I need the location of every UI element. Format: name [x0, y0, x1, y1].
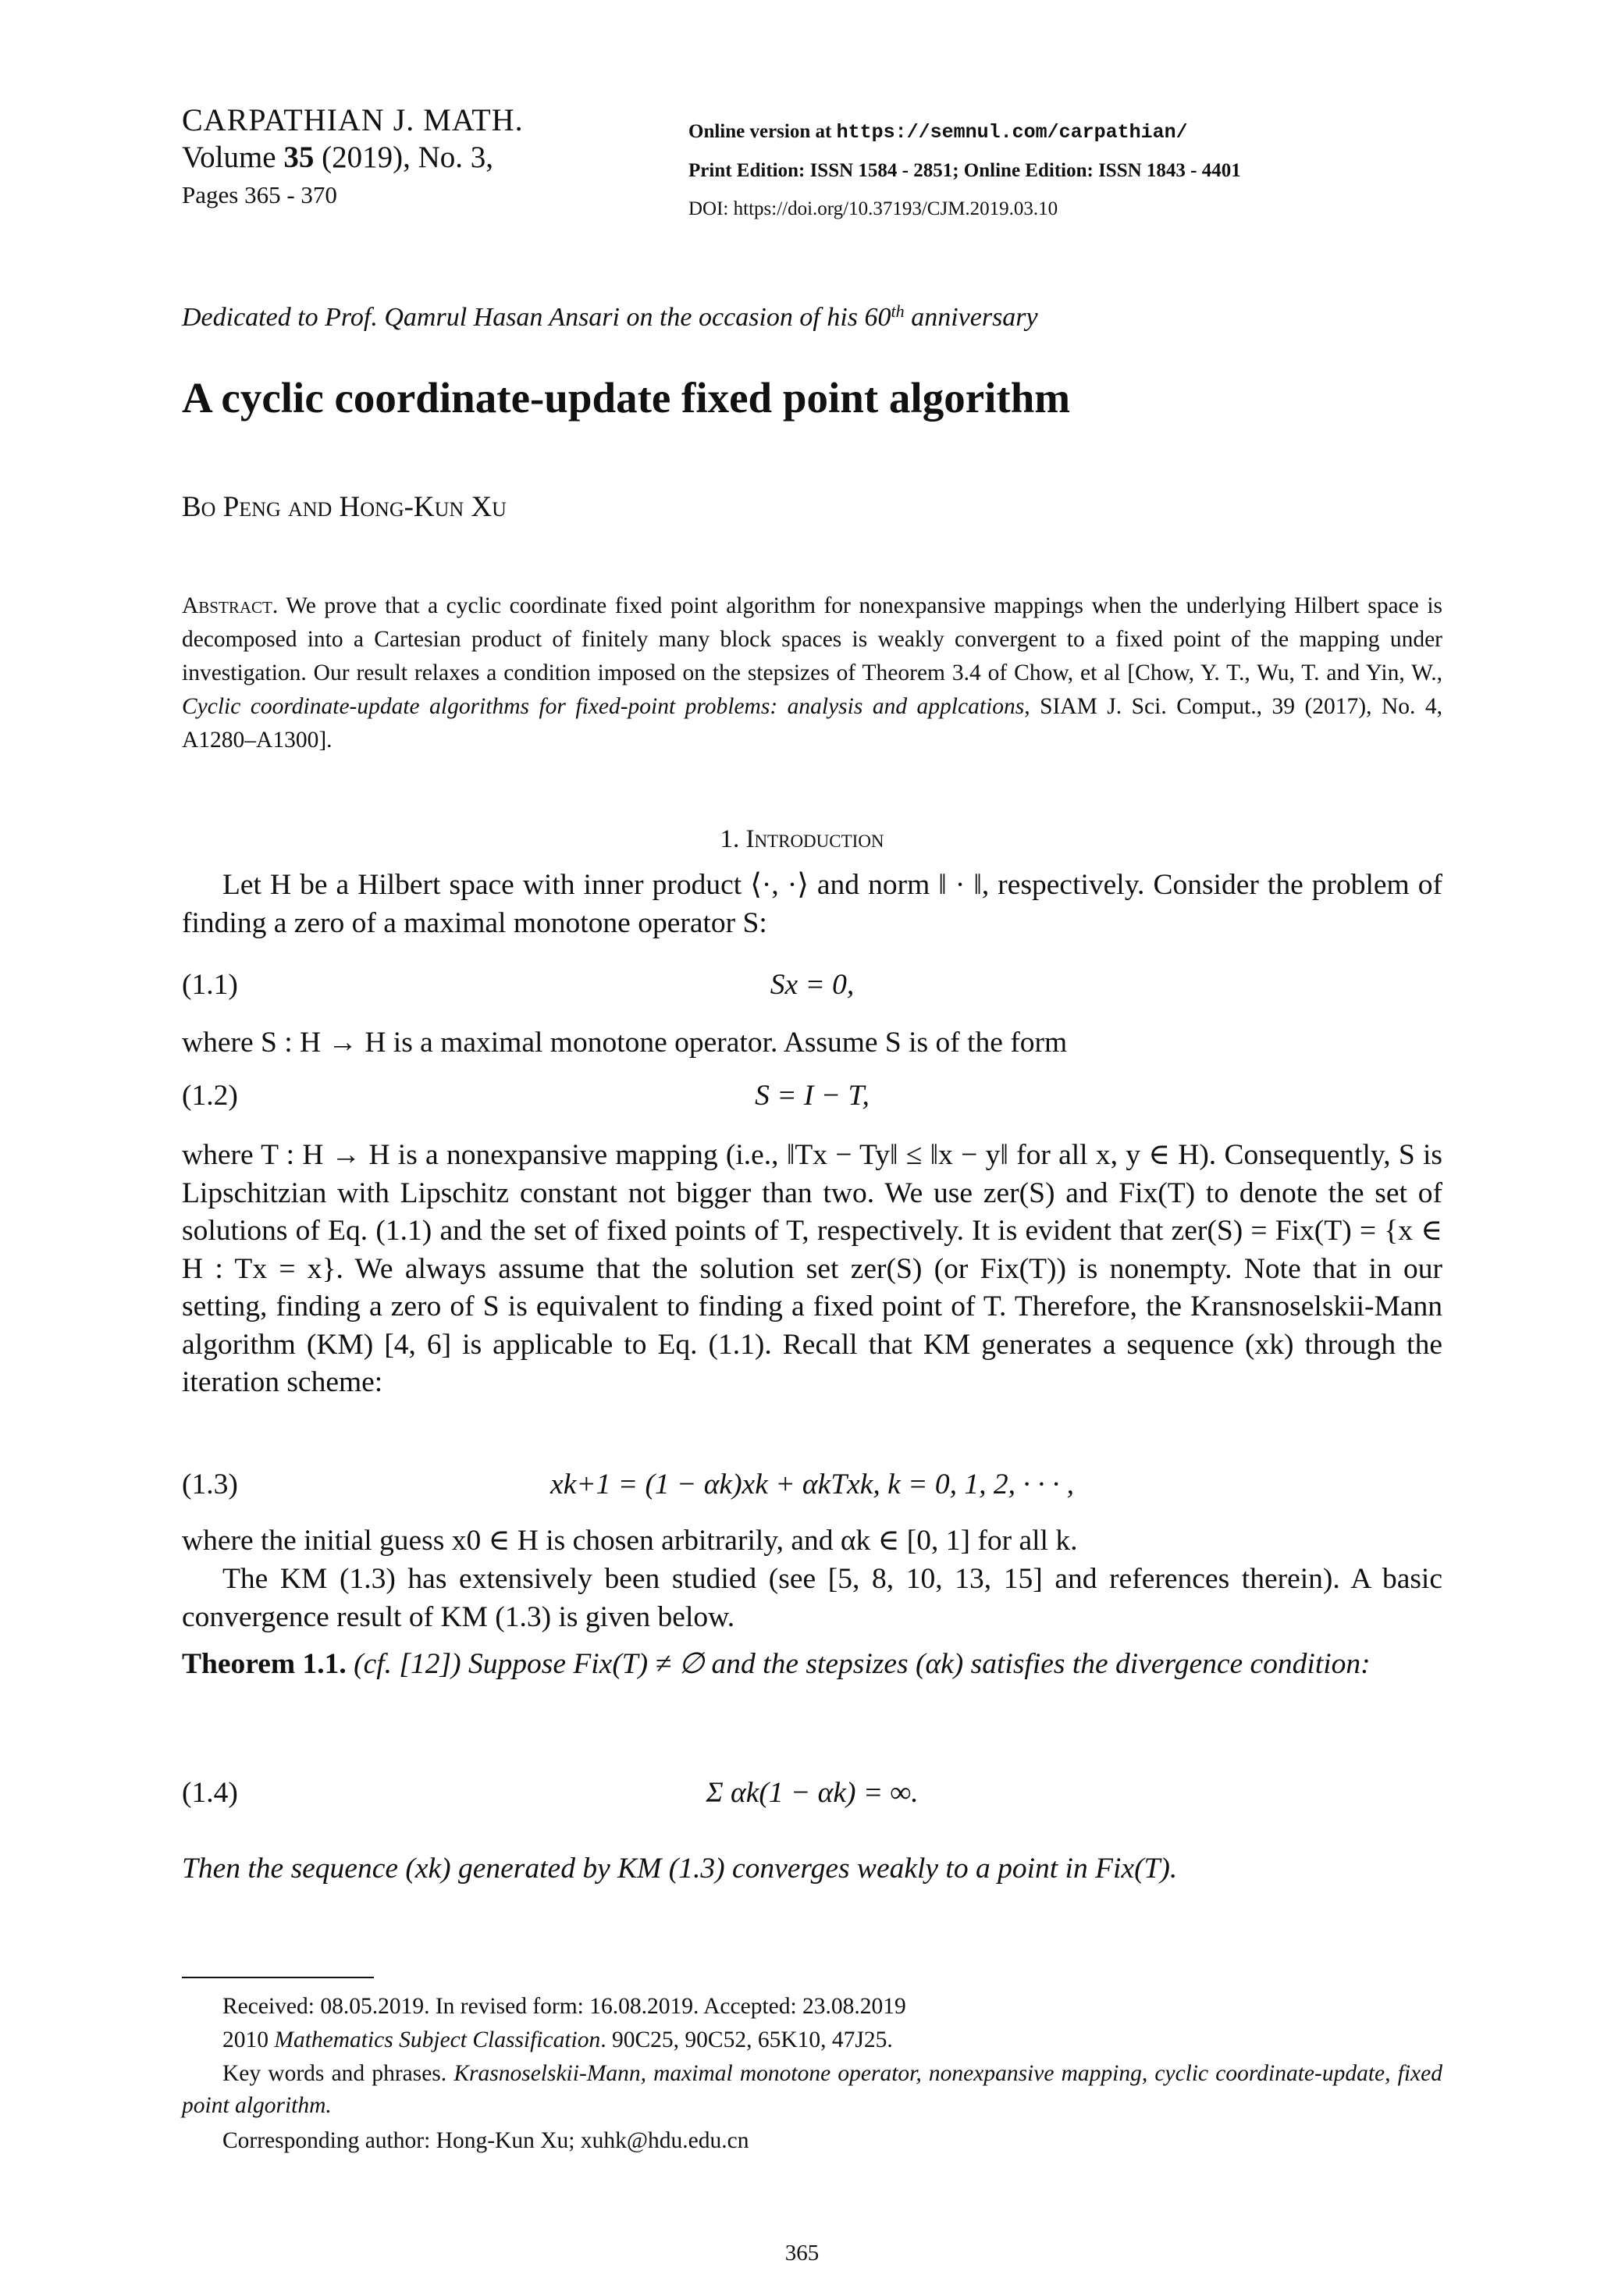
dedication [182, 303, 1038, 333]
intro-paragraph-4: where the initial guess x0 ∈ H is chosen arbitrarily, and αk ∈ [0, 1] for all k. [182, 1525, 1078, 1557]
abstract-cited-title: Cyclic coordinate-update algorithms for fixed-point problems: analysis and applcations [182, 694, 1025, 719]
publication-info [688, 112, 1241, 228]
equation-body: S = I − T, [755, 1080, 870, 1112]
equation-1-3 [182, 1468, 1442, 1507]
dedication-text: Dedicated to Prof. Qamrul Hasan Ansari on the occasion of his 60th anniversary [182, 301, 1038, 332]
intro-paragraph-1: Let H be a Hilbert space with inner product ⟨·, ·⟩ and norm ‖ · ‖, respectively. Consider the problem of finding a zero of a maximal monotone operator S: [182, 869, 1442, 939]
intro-paragraph-3: where T : H → H is a nonexpansive mapping (i.e., ‖Tx − Ty‖ ≤ ‖x − y‖ for all x, y ∈ H). Consequently, S is Lipschitzian with Lipschitz constant not bigger than two. We use zer(S) and Fix(T) to denote the set of solutions of Eq. (1.1) and the set of fixed points of T, respectively. It is evident that zer(S) = Fix(T) = {x ∈ H : Tx = x}. We always assume that the solution set zer(S) (or Fix(T)) is nonempty. Note that in our setting, finding a zero of S is equivalent to finding a fixed point of T. Therefore, the Kransnoselskii-Mann algorithm (KM) [4, 6] is applicable to Eq. (1.1). Recall that KM generates a sequence (xk) through the iteration scheme: [182, 1139, 1442, 1398]
abstract-label: Abstract. [182, 593, 279, 618]
footnote-keywords: Key words and phrases. Krasnoselskii-Mann, maximal monotone operator, nonexpansive mapping, cyclic coordinate-update, fixed point algorithm. [182, 2061, 1442, 2118]
abstract-cited-rest: , SIAM J. Sci. Comput., 39 (2017), No. 4, A1280–A1300]. [182, 694, 1442, 753]
journal-pages: Pages 365 - 370 [182, 181, 337, 208]
equation-body: xk+1 = (1 − αk)xk + αkTxk, k = 0, 1, 2, · · · , [550, 1468, 1074, 1500]
theorem-text: Suppose Fix(T) ≠ ∅ and the stepsizes (αk) satisfies the divergence condition: [468, 1648, 1371, 1680]
footnote-rule [182, 1977, 374, 1978]
equation-1-2 [182, 1079, 1442, 1118]
theorem-conclusion: Then the sequence (xk) generated by KM (1.3) converges weakly to a point in Fix(T). [182, 1853, 1178, 1885]
section-heading: 1. Introduction [720, 825, 884, 853]
equation-number: (1.1) [182, 969, 238, 1001]
doi-link[interactable]: DOI: https://doi.org/10.37193/CJM.2019.03.10 [688, 198, 1058, 219]
online-url-link[interactable]: https://semnul.com/carpathian/ [836, 121, 1188, 144]
equation-number: (1.4) [182, 1777, 238, 1809]
footnote-msc: 2010 Mathematics Subject Classification. 90C25, 90C52, 65K10, 47J25. [222, 2027, 893, 2052]
page-number: 365 [784, 2241, 820, 2266]
issn-line: Print Edition: ISSN 1584 - 2851; Online Edition: ISSN 1843 - 4401 [688, 160, 1241, 181]
theorem-1-1 [182, 1646, 1442, 1684]
footnote-corresponding: Corresponding author: Hong-Kun Xu; xuhk@hdu.edu.cn [222, 2128, 749, 2153]
theorem-label: Theorem 1.1. [182, 1648, 347, 1680]
journal-volume: Volume 35 (2019), No. 3, [182, 141, 494, 174]
paper-title: A cyclic coordinate-update fixed point algorithm [182, 374, 1071, 422]
equation-1-1 [182, 968, 1442, 1007]
equation-number: (1.3) [182, 1468, 238, 1500]
abstract-text: We prove that a cyclic coordinate fixed point algorithm for nonexpansive mappings when the underlying Hilbert space is decomposed into a Cartesian product of finitely many block spaces is weakly convergent to a fixed point of the mapping under investigation. Our result relaxes a condition imposed on the stepsizes of Theorem 3.4 of Chow, et al [Chow, Y. T., Wu, T. and Yin, W., [182, 593, 1442, 685]
theorem-cf: (cf. [12]) [346, 1648, 468, 1680]
intro-paragraph-5: The KM (1.3) has extensively been studied (see [5, 8, 10, 13, 15] and references therein). A basic convergence result of KM (1.3) is given below. [182, 1563, 1442, 1633]
journal-header [182, 101, 524, 214]
equation-body: Sx = 0, [770, 969, 855, 1001]
journal-name: CARPATHIAN J. MATH. [182, 102, 524, 137]
equation-1-4 [182, 1757, 1442, 1835]
equation-body: Σ αk(1 − αk) = ∞. [706, 1777, 919, 1809]
footnote-received: Received: 08.05.2019. In revised form: 16.08.2019. Accepted: 23.08.2019 [222, 1994, 906, 2019]
online-version: Online version at https://semnul.com/carpathian/ [688, 121, 1188, 144]
abstract [182, 589, 1442, 757]
intro-paragraph-2: where S : H → H is a maximal monotone operator. Assume S is of the form [182, 1027, 1068, 1059]
equation-number: (1.2) [182, 1080, 238, 1112]
authors: Bo Peng and Hong-Kun Xu [182, 491, 507, 523]
